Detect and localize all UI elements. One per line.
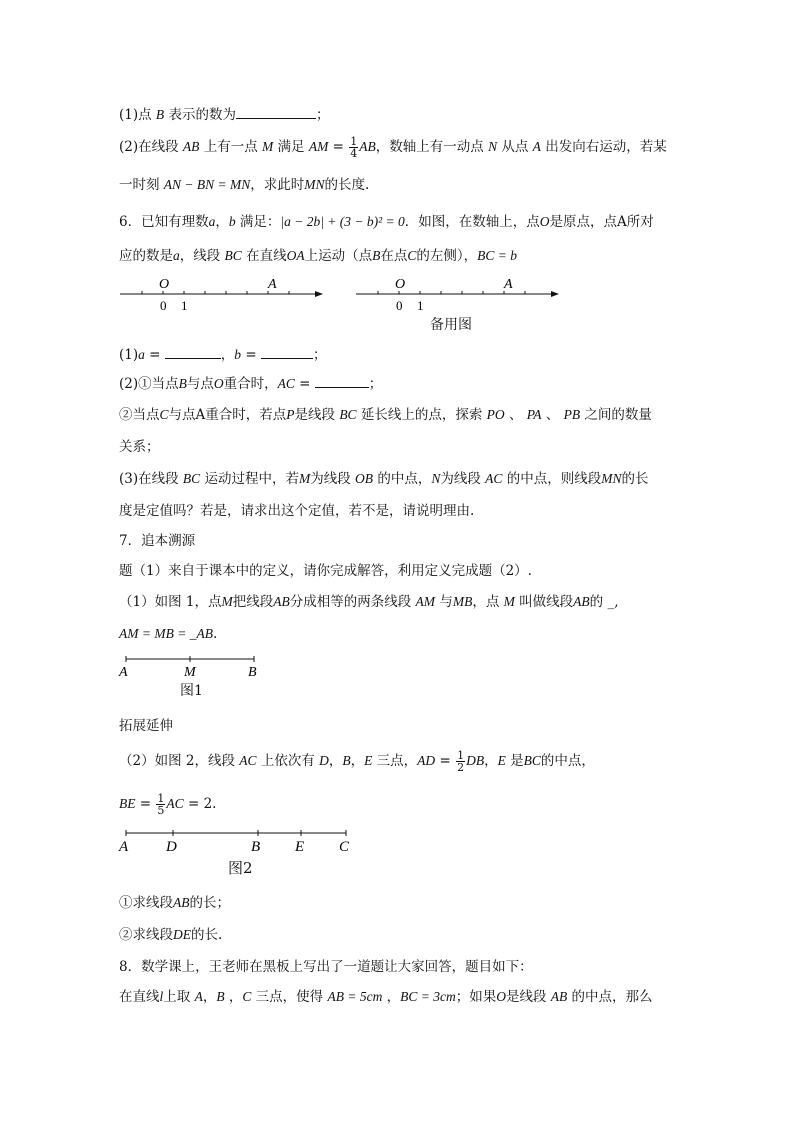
fraction: $\frac{1}{4}$ <box>350 135 358 160</box>
q7-intro: 题（1）来自于课本中的定义，请你完成解答，利用定义完成题（2）. <box>119 563 532 579</box>
number-line-spare <box>356 277 559 313</box>
q6-sub1: (1)a = ，b = ； <box>119 344 326 365</box>
spare-point-O-label: O <box>395 277 406 292</box>
q6-sub2-part2: ②当点C与点A重合时，若点P是线段 BC 延长线上的点，探索 PO 、 PA 、 PB 之间的数量 <box>119 407 652 423</box>
q6-stem-line1: 6．已知有理数a，b 满足：|a − 2b| + (3 − b)² = 0．如图，在数轴上，点O是原点，点A所对 <box>119 214 654 230</box>
q8-line2: 在直线l上取 A，B ，C 三点，使得 AB = 5cm ，BC = 3cm；如果O是线段 AB 的中点，那么 <box>119 989 653 1005</box>
fraction-half: $\frac{1}{2}$ <box>457 749 465 774</box>
fig1-point-B: B <box>248 665 257 680</box>
tick-0-label: 0 <box>160 298 167 313</box>
number-line-figures <box>115 272 575 322</box>
fig2-point-C: C <box>339 839 350 855</box>
q8-line1: 8．数学课上，王老师在黑板上写出了一道题让大家回答，题目如下： <box>119 959 533 975</box>
q7-part2-given: BE = $\frac{1}{5}$ AC = 2. <box>119 792 217 817</box>
tick-1-label: 1 <box>181 298 188 313</box>
fig1-point-M: M <box>184 665 196 680</box>
number-line-main <box>120 277 323 313</box>
q6-stem-line2: 应的数是a，线段 BC 在直线OA上运动（点B在点C的左侧），BC = b <box>119 248 517 264</box>
spare-point-A-label: A <box>504 277 513 292</box>
fraction-fifth: $\frac{1}{5}$ <box>157 792 165 817</box>
q6-sub2: (2)①当点B与点O重合时，AC = ； <box>119 373 382 394</box>
q7-part2: （2）如图 2，线段 AC 上依次有 D，B，E 三点，AD = $\frac{1}{2}$ DB，E 是BC的中点， <box>119 749 595 774</box>
answer-blank[interactable] <box>236 104 316 119</box>
spare-tick-1-label: 1 <box>417 298 424 313</box>
extension-heading: 拓展延伸 <box>119 718 173 734</box>
fig2-point-D: D <box>166 839 177 855</box>
q7-part1-cont: AM = MB = _AB. <box>119 626 218 642</box>
fig2-point-B: B <box>251 839 261 855</box>
answer-blank-a[interactable] <box>165 344 221 359</box>
q7-question-a: ①求线段AB的长； <box>119 895 230 911</box>
figure-1 <box>115 650 275 682</box>
q5-part2: (2)在线段 AB 上有一点 M 满足 AM = $\frac{1}{4}$ AB，数轴上有一动点 N 从点 A 出发向右运动，若某 <box>119 135 667 160</box>
fig1-point-A: A <box>119 665 128 680</box>
point-O-label: O <box>159 277 170 292</box>
q7-title: 7．追本溯源 <box>119 533 196 549</box>
figure-1-caption: 图1 <box>180 683 203 699</box>
answer-blank-ac[interactable] <box>315 373 369 388</box>
q6-sub3: (3)在线段 BC 运动过程中，若M为线段 OB 的中点，N为线段 AC 的中点，则线段MN的长 <box>119 471 649 487</box>
q5-part1: (1)点 B 表示的数为 ； <box>119 104 329 125</box>
q6-sub2-part2-cont: 关系； <box>119 439 160 455</box>
point-A-label: A <box>268 277 277 292</box>
spare-figure-caption: 备用图 <box>430 317 472 333</box>
q7-question-b: ②求线段DE的长. <box>119 927 223 943</box>
figure-2-caption: 图2 <box>228 859 253 877</box>
q7-part1: （1）如图 1，点M把线段AB分成相等的两条线段 AM 与MB，点 M 叫做线段AB的 _, <box>119 594 619 610</box>
spare-tick-0-label: 0 <box>396 298 403 313</box>
q6-sub3-cont: 度是定值吗？若是，请求出这个定值，若不是，请说明理由. <box>119 503 475 519</box>
answer-blank-b[interactable] <box>261 344 313 359</box>
fig2-point-E: E <box>295 839 305 855</box>
q5-part2-cont: 一时刻 AN − BN = MN，求此时MN的长度. <box>119 177 370 193</box>
figure-2 <box>115 826 365 856</box>
fig2-point-A: A <box>119 839 129 855</box>
